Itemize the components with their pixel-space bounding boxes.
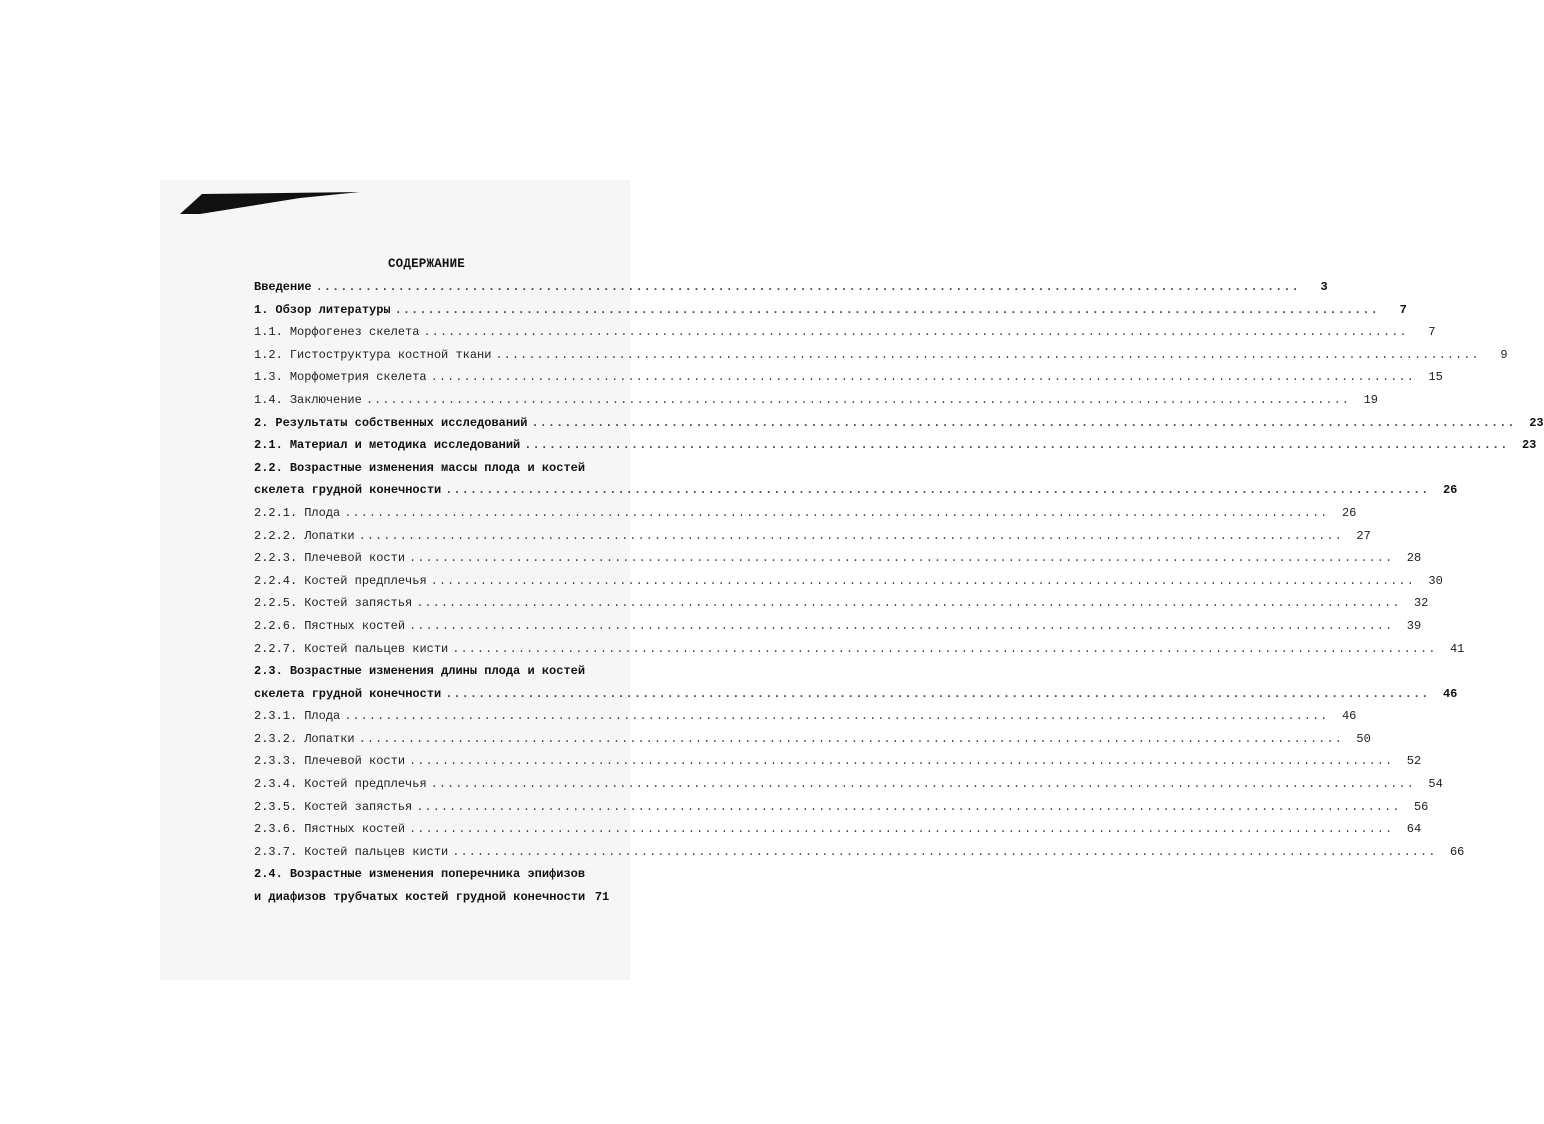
- toc-entry: [254, 750, 1422, 773]
- dot-leader: ........................................................................................................................: [409, 822, 1394, 837]
- toc-entry-text: Костей предплечья: [304, 573, 427, 588]
- toc-entry: [254, 479, 1458, 502]
- dot-leader: ........................................................................................................................: [423, 325, 1408, 340]
- toc-entry-page: 71: [594, 890, 610, 905]
- toc-entry-text: Возрастные изменения поперечника эпифизов: [289, 867, 586, 882]
- toc-entry-page: 23: [1521, 438, 1537, 453]
- toc-entry-text: Возрастные изменения массы плода и костей: [289, 460, 586, 475]
- toc-entry-number: 2.2.4.: [254, 573, 298, 588]
- toc-entry-text: Костей пальцев кисти: [304, 844, 449, 859]
- toc-entry-number: 2.3.4.: [254, 777, 298, 792]
- toc-entry-number: 1.3.: [254, 370, 283, 385]
- dot-leader: ........................................................................................................................: [416, 596, 1401, 611]
- toc-entry-text: Костей пальцев кисти: [304, 641, 449, 656]
- toc-entry-number: 2.3.7.: [254, 844, 298, 859]
- toc-entry-number: 2.1.: [254, 438, 283, 453]
- dot-leader: ........................................................................................................................: [344, 505, 1329, 520]
- toc-entry-text: Плечевой кости: [304, 551, 406, 566]
- toc-entry: [254, 683, 1458, 706]
- toc-entry-number: 2.: [254, 415, 269, 430]
- toc-entry-page: 27: [1356, 528, 1371, 543]
- toc-entry: [254, 366, 1443, 389]
- toc-entry-page: 28: [1406, 551, 1422, 566]
- toc-entry-number: 2.3.2.: [254, 731, 298, 746]
- toc-entry: [254, 638, 1465, 661]
- toc-entry-page: 41: [1449, 641, 1465, 656]
- toc-entry-text: Лопатки: [304, 528, 355, 543]
- toc-entry: [254, 389, 1378, 412]
- toc-entry-number: 2.2.7.: [254, 641, 298, 656]
- toc-entry-text: Гистоструктура костной ткани: [289, 347, 492, 362]
- dot-leader: ........................................................................................................................: [452, 641, 1437, 656]
- toc-entry: [254, 660, 599, 683]
- toc-entry-number: 2.3.6.: [254, 822, 298, 837]
- toc-title: СОДЕРЖАНИЕ: [387, 257, 465, 271]
- toc-entry-text: Пястных костей: [304, 618, 406, 633]
- toc-entry-page: 30: [1428, 573, 1443, 588]
- toc-entry-page: 50: [1356, 731, 1371, 746]
- toc-entry-number: 2.4.: [254, 867, 283, 882]
- toc-entry-text: Заключение: [289, 392, 362, 407]
- toc-entry-page: 9: [1500, 347, 1508, 362]
- toc-entry: [254, 321, 1436, 344]
- toc-entry: [254, 818, 1422, 841]
- toc-entry: [254, 728, 1371, 751]
- dot-leader: ........................................................................................................................: [445, 686, 1430, 701]
- toc-entry-text: Пястных костей: [304, 822, 406, 837]
- toc-entry-number: 2.3.5.: [254, 799, 298, 814]
- toc-entry: [254, 525, 1371, 548]
- toc-entry-number: 1.: [254, 302, 269, 317]
- toc-entry-page: 19: [1363, 392, 1378, 407]
- toc-entry-text: Обзор литературы: [275, 302, 391, 317]
- toc-entry: [254, 344, 1508, 367]
- dot-leader: ........................................................................................................................: [531, 415, 1516, 430]
- toc-entry-number: 2.2.3.: [254, 551, 298, 566]
- toc-entry: [254, 299, 1407, 322]
- toc-entry: [254, 434, 1537, 457]
- toc-entry-text: Плода: [304, 709, 341, 724]
- dot-leader: ........................................................................................................................: [452, 844, 1437, 859]
- toc-entry-number: 2.3.3.: [254, 754, 298, 769]
- toc-entry: [254, 570, 1443, 593]
- dot-leader: ........................................................................................................................: [394, 302, 1379, 317]
- dot-leader: ........................................................................................................................: [495, 347, 1480, 362]
- toc-entry: [254, 886, 610, 909]
- toc-entry-text: Результаты собственных исследований: [275, 415, 528, 430]
- toc-entry-number: 1.2.: [254, 347, 283, 362]
- toc-entry-text: Костей запястья: [304, 799, 413, 814]
- toc-entry-text: Плечевой кости: [304, 754, 406, 769]
- toc-entry-number: 1.1.: [254, 325, 283, 340]
- toc-entry-page: 32: [1413, 596, 1429, 611]
- table-of-contents: [254, 252, 1544, 909]
- toc-entry-number: 2.3.: [254, 664, 283, 679]
- toc-entry-page: 15: [1428, 370, 1443, 385]
- toc-entry-page: 56: [1413, 799, 1429, 814]
- toc-entry-text: скелета грудной конечности: [254, 686, 442, 701]
- toc-entry-page: 46: [1442, 686, 1458, 701]
- toc-entry-text: Морфометрия скелета: [289, 370, 427, 385]
- toc-entry: [254, 615, 1422, 638]
- dot-leader: ........................................................................................................................: [430, 370, 1415, 385]
- toc-entry-number: 2.2.2.: [254, 528, 298, 543]
- toc-list: [254, 276, 1544, 909]
- toc-entry-page: 23: [1529, 415, 1544, 430]
- toc-entry: [254, 457, 599, 480]
- toc-entry-page: 64: [1406, 822, 1422, 837]
- toc-entry-page: 52: [1406, 754, 1422, 769]
- toc-entry: [254, 773, 1443, 796]
- toc-entry: [254, 412, 1544, 435]
- toc-entry-number: 2.2.5.: [254, 596, 298, 611]
- toc-entry-text: Возрастные изменения длины плода и костей: [289, 664, 586, 679]
- toc-entry: [254, 863, 599, 886]
- toc-entry-text: Материал и методика исследований: [289, 438, 521, 453]
- toc-entry-number: 2.3.1.: [254, 709, 298, 724]
- toc-entry-page: 66: [1449, 844, 1465, 859]
- toc-entry: [254, 547, 1422, 570]
- dot-leader: ........................................................................................................................: [409, 618, 1394, 633]
- toc-entry-text: Плода: [304, 505, 341, 520]
- dot-leader: ........................................................................................................................: [430, 573, 1415, 588]
- toc-entry-number: 2.2.: [254, 460, 283, 475]
- toc-entry-page: 54: [1428, 777, 1443, 792]
- toc-entry-number: 1.4.: [254, 392, 283, 407]
- dot-leader: ........................................................................................................................: [409, 551, 1394, 566]
- toc-entry: [254, 841, 1465, 864]
- toc-entry-text: Введение: [254, 280, 312, 294]
- toc-entry-number: 2.2.6.: [254, 618, 298, 633]
- toc-entry-number: 2.2.1.: [254, 505, 298, 520]
- dot-leader: ........................................................................................................................: [409, 754, 1394, 769]
- toc-entry-text: и диафизов трубчатых костей грудной конечности: [254, 890, 586, 905]
- dot-leader: ........................................................................................................................: [315, 280, 1300, 294]
- toc-entry-text: скелета грудной конечности: [254, 483, 442, 498]
- toc-entry-page: 7: [1399, 302, 1407, 317]
- toc-entry-page: 39: [1406, 618, 1422, 633]
- toc-entry: [254, 592, 1429, 615]
- toc-entry-text: Лопатки: [304, 731, 355, 746]
- dot-leader: ........................................................................................................................: [416, 799, 1401, 814]
- toc-entry-text: Костей запястья: [304, 596, 413, 611]
- toc-entry: [254, 276, 1328, 299]
- toc-entry-text: Костей предплечья: [304, 777, 427, 792]
- toc-entry: [254, 502, 1357, 525]
- toc-entry-page: 7: [1428, 325, 1436, 340]
- dot-leader: ........................................................................................................................: [358, 731, 1343, 746]
- toc-entry-page: 26: [1442, 483, 1458, 498]
- dot-leader: ........................................................................................................................: [445, 483, 1430, 498]
- toc-entry: [254, 705, 1357, 728]
- dot-leader: ........................................................................................................................: [524, 438, 1509, 453]
- toc-entry-page: 3: [1320, 280, 1328, 294]
- toc-entry-text: Морфогенез скелета: [289, 325, 420, 340]
- dot-leader: ........................................................................................................................: [365, 392, 1350, 407]
- dot-leader: ........................................................................................................................: [430, 777, 1415, 792]
- scan-corner-shadow: [180, 192, 360, 214]
- dot-leader: ........................................................................................................................: [358, 528, 1343, 543]
- toc-entry-page: 46: [1341, 709, 1357, 724]
- dot-leader: ........................................................................................................................: [344, 709, 1329, 724]
- toc-entry: [254, 796, 1429, 819]
- toc-entry-page: 26: [1341, 505, 1357, 520]
